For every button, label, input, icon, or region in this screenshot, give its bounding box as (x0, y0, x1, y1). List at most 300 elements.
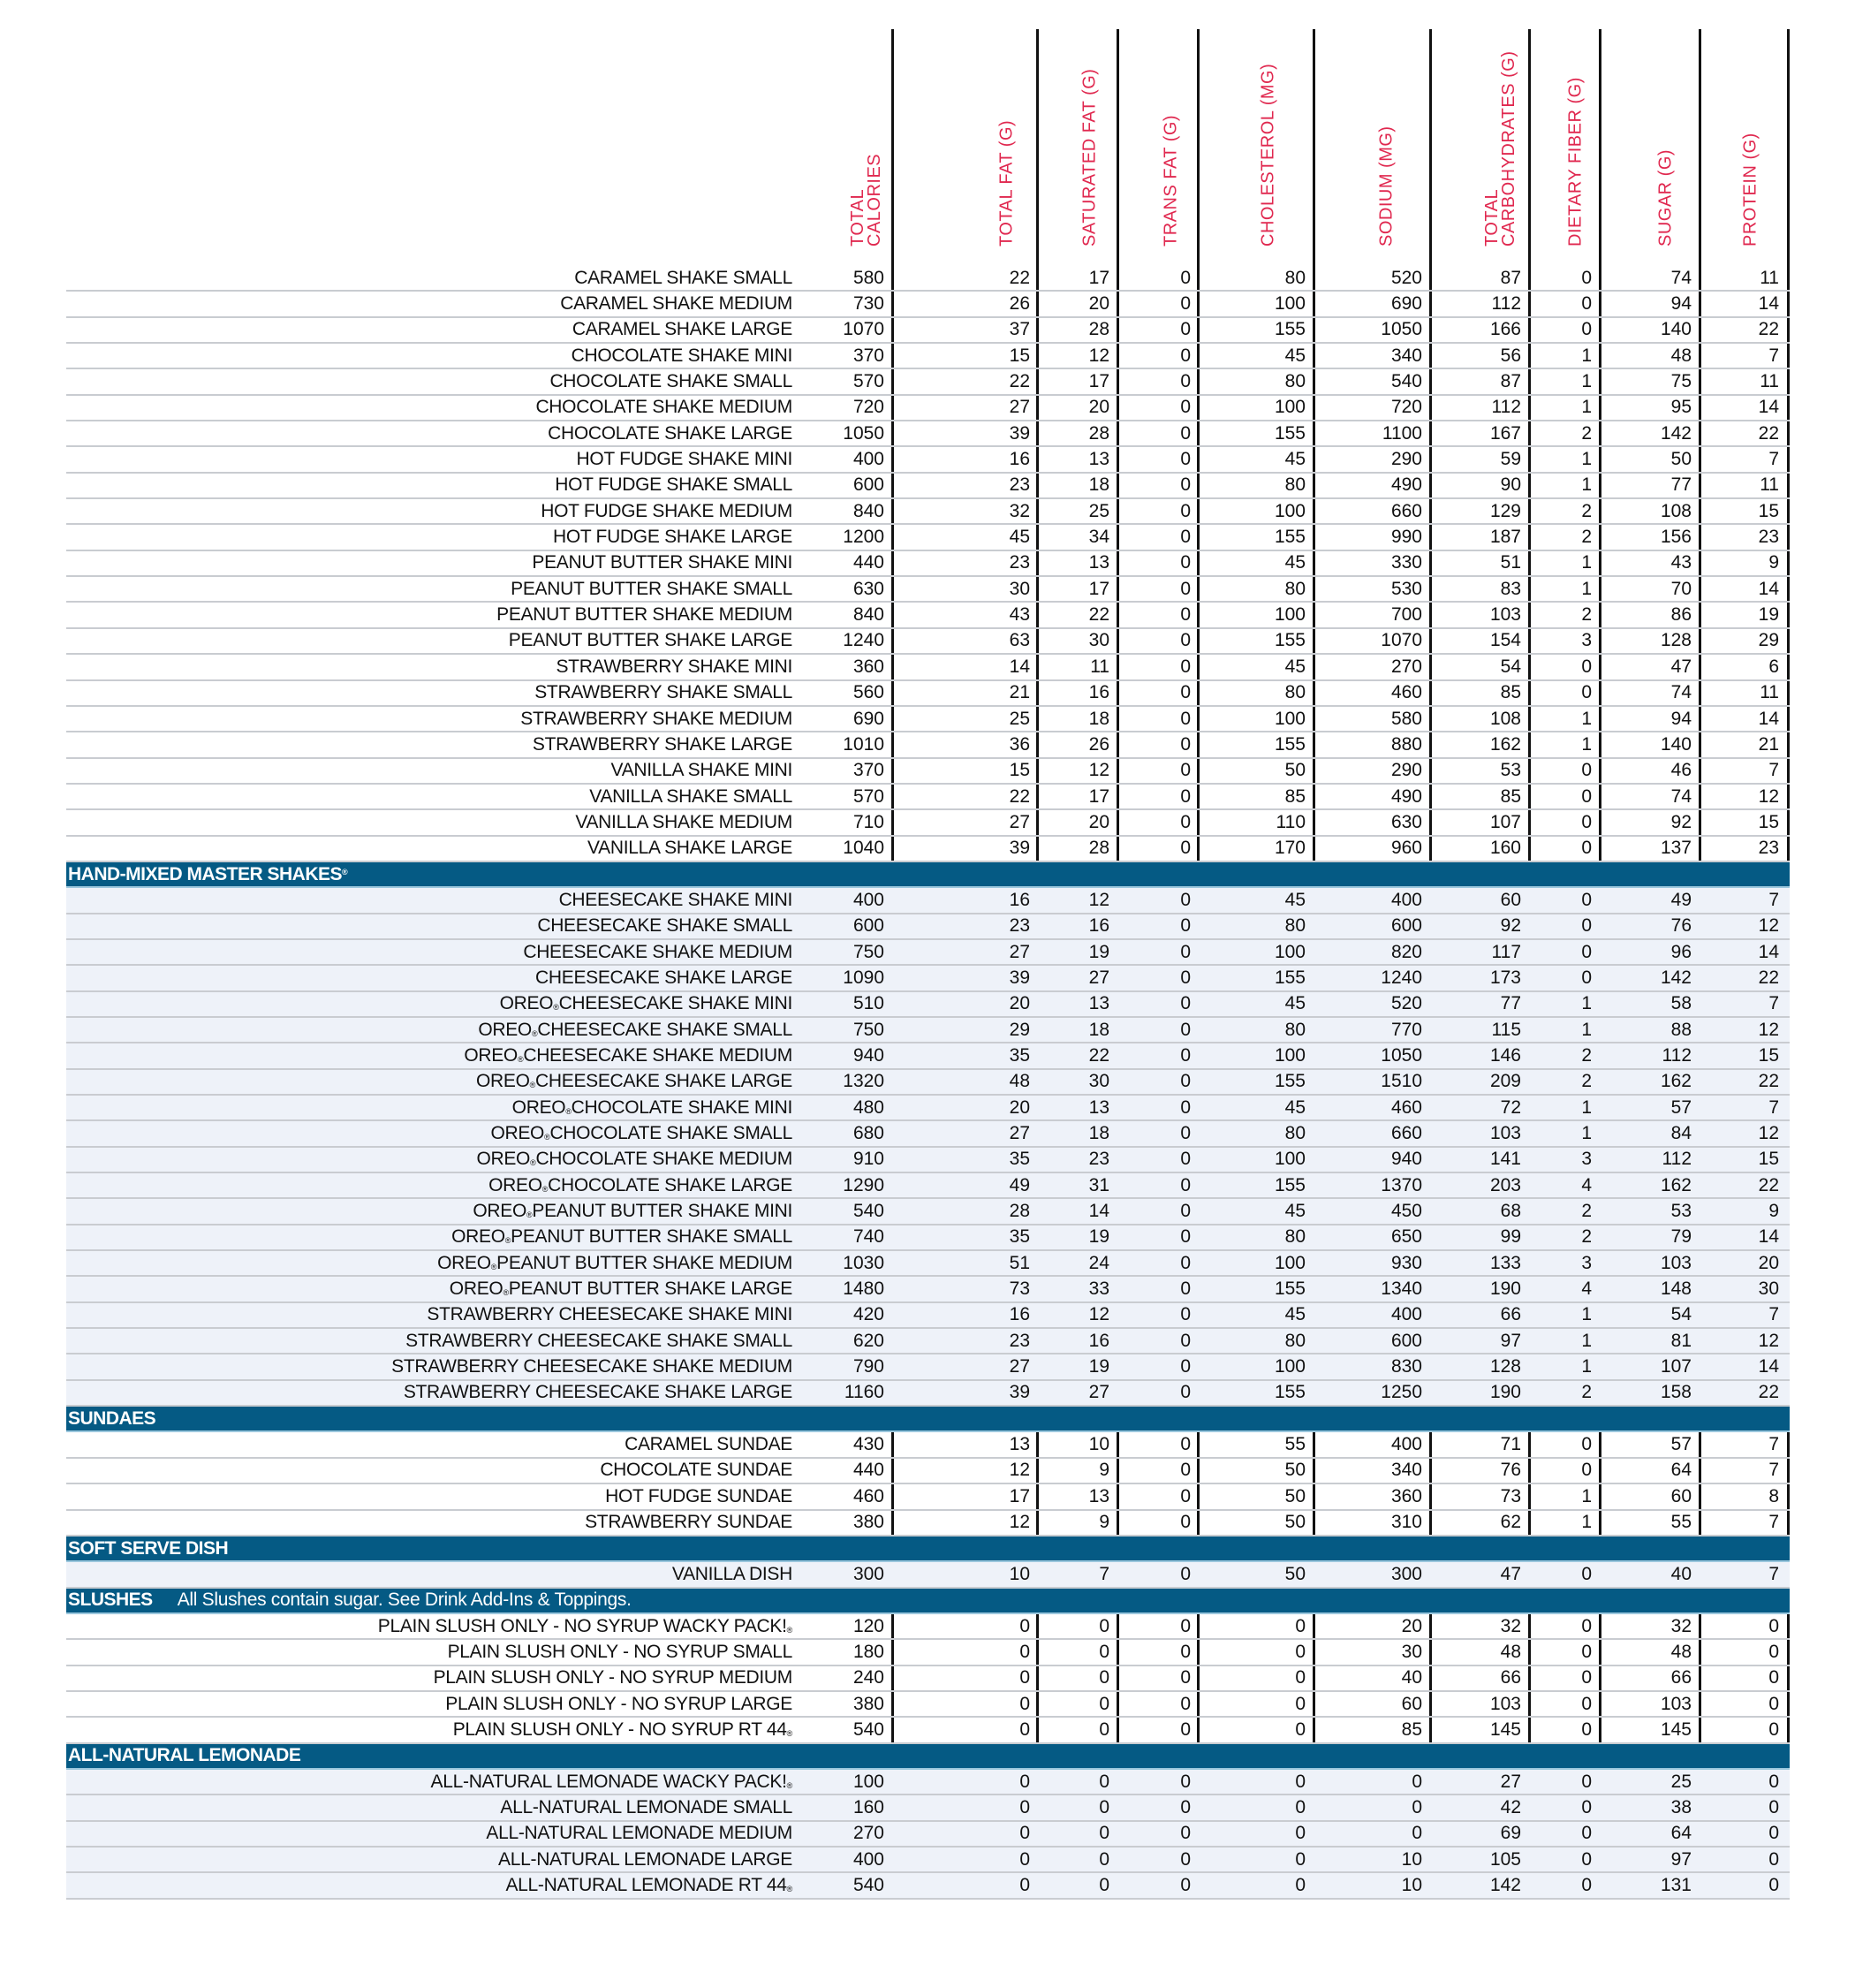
value-total-carbs: 27 (1500, 1771, 1521, 1792)
value-saturated-fat: 28 (1088, 838, 1109, 859)
value-total-carbs: 190 (1489, 1279, 1521, 1300)
value-calories: 540 (852, 1874, 884, 1895)
value-sodium: 580 (1390, 708, 1422, 729)
value-sugar: 60 (1670, 1485, 1692, 1506)
value-calories: 370 (852, 760, 884, 781)
value-saturated-fat: 7 (1099, 1563, 1109, 1584)
value-dietary-fiber: 0 (1581, 1848, 1592, 1870)
value-total-carbs: 105 (1489, 1848, 1521, 1870)
value-total-fat: 35 (1009, 1149, 1030, 1170)
value-trans-fat: 0 (1180, 1123, 1191, 1144)
value-saturated-fat: 31 (1088, 1174, 1109, 1195)
value-total-carbs: 103 (1489, 604, 1521, 626)
value-cholesterol: 100 (1274, 604, 1306, 626)
value-saturated-fat: 13 (1088, 993, 1109, 1014)
column-header-protein (1740, 29, 1760, 266)
value-dietary-fiber: 1 (1581, 1485, 1592, 1506)
value-cholesterol: 80 (1284, 1123, 1306, 1144)
column-header-label (850, 154, 883, 247)
value-cholesterol: 100 (1274, 1252, 1306, 1273)
value-total-carbs: 145 (1489, 1719, 1521, 1740)
value-total-fat: 0 (1019, 1796, 1030, 1817)
item-name: CHOCOLATE SHAKE MEDIUM (535, 397, 792, 418)
value-total-carbs: 103 (1489, 1693, 1521, 1714)
value-trans-fat: 0 (1180, 1279, 1191, 1300)
item-name: STRAWBERRY CHEESECAKE SHAKE MINI (427, 1304, 792, 1325)
value-total-fat: 45 (1009, 527, 1030, 548)
value-total-carbs: 85 (1500, 682, 1521, 703)
value-total-carbs: 32 (1500, 1615, 1521, 1636)
value-sugar: 142 (1660, 422, 1692, 444)
value-cholesterol: 155 (1274, 630, 1306, 651)
value-sugar: 108 (1660, 500, 1692, 521)
item-name: ALL-NATURAL LEMONADE SMALL (500, 1796, 792, 1817)
value-sodium: 300 (1390, 1563, 1422, 1584)
value-total-fat: 0 (1019, 1823, 1030, 1844)
value-dietary-fiber: 2 (1581, 604, 1592, 626)
value-total-carbs: 107 (1489, 811, 1521, 832)
value-saturated-fat: 0 (1099, 1796, 1109, 1817)
value-cholesterol: 80 (1284, 915, 1306, 937)
value-sodium: 770 (1390, 1019, 1422, 1040)
value-dietary-fiber: 2 (1581, 1201, 1592, 1222)
value-total-fat: 12 (1009, 1512, 1030, 1533)
value-dietary-fiber: 1 (1581, 1356, 1592, 1377)
value-protein: 12 (1758, 1123, 1779, 1144)
table-body (66, 266, 1790, 1900)
value-saturated-fat: 18 (1088, 1019, 1109, 1040)
table-row (66, 1148, 1790, 1173)
value-protein: 12 (1758, 1019, 1779, 1040)
table-row (66, 1199, 1790, 1225)
value-protein: 6 (1768, 656, 1779, 677)
value-cholesterol: 45 (1284, 449, 1306, 470)
value-sugar: 32 (1670, 1615, 1692, 1636)
value-sodium: 1070 (1381, 630, 1422, 651)
table-row (66, 655, 1790, 680)
value-sodium: 1370 (1381, 1174, 1422, 1195)
value-cholesterol: 100 (1274, 1356, 1306, 1377)
value-trans-fat: 0 (1180, 811, 1191, 832)
value-sugar: 40 (1670, 1563, 1692, 1584)
value-total-carbs: 69 (1500, 1823, 1521, 1844)
value-total-fat: 26 (1009, 293, 1030, 315)
value-total-fat: 73 (1009, 1279, 1030, 1300)
table-row (66, 266, 1790, 292)
value-calories: 740 (852, 1226, 884, 1248)
value-protein: 22 (1758, 1174, 1779, 1195)
value-dietary-fiber: 1 (1581, 993, 1592, 1014)
value-calories: 1480 (843, 1279, 884, 1300)
value-sugar: 48 (1670, 1641, 1692, 1662)
value-calories: 160 (852, 1796, 884, 1817)
value-protein: 15 (1758, 500, 1779, 521)
value-dietary-fiber: 3 (1581, 1149, 1592, 1170)
value-saturated-fat: 16 (1088, 682, 1109, 703)
value-cholesterol: 50 (1284, 760, 1306, 781)
section-header (66, 1537, 1790, 1562)
table-row (66, 1484, 1790, 1510)
value-trans-fat: 0 (1180, 1563, 1191, 1584)
value-protein: 7 (1768, 1563, 1779, 1584)
value-total-carbs: 99 (1500, 1226, 1521, 1248)
value-total-fat: 23 (1009, 474, 1030, 496)
table-row (66, 1096, 1790, 1121)
item-name: CHOCOLATE SUNDAE (600, 1460, 792, 1481)
value-sugar: 64 (1670, 1460, 1692, 1481)
registered-mark: ® (342, 867, 348, 876)
value-sugar: 88 (1670, 1019, 1692, 1040)
value-protein: 15 (1758, 811, 1779, 832)
value-trans-fat: 0 (1180, 1771, 1191, 1792)
value-sodium: 490 (1390, 785, 1422, 807)
table-row (66, 940, 1790, 966)
column-header-saturated-fat (1079, 29, 1099, 266)
value-dietary-fiber: 1 (1581, 345, 1592, 366)
value-protein: 9 (1768, 552, 1779, 573)
value-trans-fat: 0 (1180, 733, 1191, 755)
value-sugar: 55 (1670, 1512, 1692, 1533)
table-row (66, 732, 1790, 758)
registered-mark: ® (786, 1884, 792, 1893)
value-trans-fat: 0 (1180, 1641, 1191, 1662)
value-dietary-fiber: 0 (1581, 1796, 1592, 1817)
value-saturated-fat: 20 (1088, 397, 1109, 418)
table-row (66, 369, 1790, 395)
item-name: OREO ® PEANUT BUTTER SHAKE LARGE (449, 1279, 792, 1300)
value-protein: 22 (1758, 967, 1779, 988)
section-title (68, 1589, 632, 1612)
value-dietary-fiber: 2 (1581, 422, 1592, 444)
value-sugar: 142 (1660, 967, 1692, 988)
value-sodium: 0 (1412, 1823, 1422, 1844)
value-dietary-fiber: 1 (1581, 552, 1592, 573)
item-name: PEANUT BUTTER SHAKE MEDIUM (496, 604, 792, 626)
header-text-line: CHOLESTEROL (MG) (1258, 63, 1277, 247)
table-row (66, 707, 1790, 732)
value-trans-fat: 0 (1180, 889, 1191, 910)
value-trans-fat: 0 (1180, 1174, 1191, 1195)
value-calories: 300 (852, 1563, 884, 1584)
value-total-carbs: 117 (1491, 941, 1521, 962)
value-trans-fat: 0 (1180, 1434, 1191, 1455)
value-cholesterol: 0 (1295, 1719, 1306, 1740)
value-trans-fat: 0 (1180, 1096, 1191, 1118)
value-protein: 7 (1768, 1096, 1779, 1118)
value-dietary-fiber: 1 (1581, 397, 1592, 418)
value-saturated-fat: 16 (1088, 1330, 1109, 1351)
value-total-fat: 22 (1009, 371, 1030, 392)
value-sodium: 630 (1390, 811, 1422, 832)
value-dietary-fiber: 0 (1581, 267, 1592, 288)
table-row (66, 1354, 1790, 1380)
value-total-fat: 15 (1009, 760, 1030, 781)
value-calories: 750 (852, 941, 884, 962)
value-sugar: 86 (1670, 604, 1692, 626)
value-total-carbs: 42 (1500, 1796, 1521, 1817)
value-sodium: 60 (1401, 1693, 1422, 1714)
value-total-fat: 51 (1009, 1252, 1030, 1273)
value-sodium: 520 (1390, 993, 1422, 1014)
value-total-carbs: 97 (1500, 1330, 1521, 1351)
value-calories: 630 (852, 578, 884, 599)
value-trans-fat: 0 (1180, 474, 1191, 496)
value-trans-fat: 0 (1180, 1719, 1191, 1740)
value-sodium: 600 (1390, 1330, 1422, 1351)
section-header (66, 1744, 1790, 1770)
value-total-fat: 16 (1009, 1304, 1030, 1325)
value-dietary-fiber: 2 (1581, 1382, 1592, 1403)
value-saturated-fat: 30 (1088, 1071, 1109, 1092)
value-dietary-fiber: 0 (1581, 915, 1592, 937)
table-row (66, 499, 1790, 525)
value-total-fat: 39 (1009, 967, 1030, 988)
value-calories: 1320 (843, 1071, 884, 1092)
table-row (66, 1640, 1790, 1666)
value-cholesterol: 0 (1295, 1771, 1306, 1792)
column-header-label (1081, 69, 1098, 247)
value-calories: 540 (852, 1201, 884, 1222)
table-row (66, 1614, 1790, 1640)
value-trans-fat: 0 (1180, 267, 1191, 288)
registered-mark: ® (786, 1780, 792, 1790)
value-sugar: 57 (1670, 1434, 1692, 1455)
column-header-sodium (1376, 29, 1396, 266)
value-calories: 540 (852, 1719, 884, 1740)
section-title-text: HAND-MIXED MASTER SHAKES® (68, 863, 348, 884)
item-name: VANILLA SHAKE MINI (610, 760, 792, 781)
value-trans-fat: 0 (1180, 967, 1191, 988)
value-dietary-fiber: 0 (1581, 1823, 1592, 1844)
value-total-fat: 27 (1009, 811, 1030, 832)
item-name: STRAWBERRY CHEESECAKE SHAKE LARGE (403, 1382, 792, 1403)
value-calories: 570 (852, 371, 884, 392)
value-sugar: 70 (1670, 578, 1692, 599)
value-calories: 100 (852, 1771, 884, 1792)
value-trans-fat: 0 (1180, 1304, 1191, 1325)
value-cholesterol: 45 (1284, 1304, 1306, 1325)
value-dietary-fiber: 2 (1581, 527, 1592, 548)
item-name: VANILLA SHAKE SMALL (589, 785, 792, 807)
value-protein: 11 (1760, 682, 1779, 703)
value-calories: 460 (852, 1485, 884, 1506)
value-saturated-fat: 20 (1088, 811, 1109, 832)
value-protein: 21 (1758, 733, 1779, 755)
value-total-carbs: 87 (1500, 371, 1521, 392)
value-cholesterol: 100 (1274, 1149, 1306, 1170)
value-total-fat: 16 (1009, 889, 1030, 910)
value-dietary-fiber: 1 (1581, 708, 1592, 729)
section-header (66, 1589, 1790, 1614)
item-name: CARAMEL SHAKE SMALL (574, 267, 792, 288)
value-sodium: 1510 (1381, 1071, 1422, 1092)
value-trans-fat: 0 (1180, 1226, 1191, 1248)
value-saturated-fat: 0 (1099, 1848, 1109, 1870)
value-total-fat: 15 (1009, 345, 1030, 366)
value-dietary-fiber: 2 (1581, 500, 1592, 521)
value-calories: 440 (852, 1460, 884, 1481)
item-name: PLAIN SLUSH ONLY - NO SYRUP SMALL (447, 1641, 792, 1662)
value-protein: 7 (1768, 1512, 1779, 1533)
item-name: ALL-NATURAL LEMONADE LARGE (498, 1848, 792, 1870)
value-total-fat: 27 (1009, 1356, 1030, 1377)
value-cholesterol: 45 (1284, 889, 1306, 910)
value-sodium: 650 (1390, 1226, 1422, 1248)
item-name: HOT FUDGE SHAKE MINI (576, 449, 792, 470)
value-cholesterol: 100 (1274, 708, 1306, 729)
value-total-carbs: 92 (1500, 915, 1521, 937)
value-trans-fat: 0 (1180, 1615, 1191, 1636)
value-calories: 1030 (843, 1252, 884, 1273)
value-saturated-fat: 27 (1088, 967, 1109, 988)
value-saturated-fat: 9 (1099, 1512, 1109, 1533)
value-sugar: 128 (1660, 630, 1692, 651)
registered-mark: ® (786, 1625, 792, 1635)
value-protein: 23 (1758, 527, 1779, 548)
value-dietary-fiber: 0 (1581, 1667, 1592, 1688)
value-total-fat: 0 (1019, 1641, 1030, 1662)
value-calories: 1200 (843, 527, 884, 548)
item-name: PLAIN SLUSH ONLY - NO SYRUP RT 44 ® (452, 1719, 792, 1740)
value-total-fat: 32 (1009, 500, 1030, 521)
value-total-fat: 0 (1019, 1615, 1030, 1636)
item-name: OREO ® CHOCOLATE SHAKE MEDIUM (476, 1149, 792, 1170)
value-saturated-fat: 33 (1088, 1279, 1109, 1300)
item-name: PLAIN SLUSH ONLY - NO SYRUP WACKY PACK! ® (377, 1615, 792, 1636)
value-total-fat: 0 (1019, 1771, 1030, 1792)
value-protein: 12 (1758, 1330, 1779, 1351)
value-dietary-fiber: 0 (1581, 760, 1592, 781)
value-sodium: 660 (1390, 1123, 1422, 1144)
value-cholesterol: 155 (1274, 319, 1306, 340)
value-sodium: 340 (1390, 345, 1422, 366)
item-name: CHEESECAKE SHAKE SMALL (537, 915, 792, 937)
value-cholesterol: 0 (1295, 1796, 1306, 1817)
column-header-label (1742, 133, 1759, 247)
value-calories: 370 (852, 345, 884, 366)
value-cholesterol: 45 (1284, 552, 1306, 573)
value-cholesterol: 155 (1274, 422, 1306, 444)
table-row (66, 1329, 1790, 1354)
value-total-carbs: 47 (1500, 1563, 1521, 1584)
value-calories: 570 (852, 785, 884, 807)
item-name: CARAMEL SUNDAE (625, 1434, 792, 1455)
item-name: STRAWBERRY SHAKE SMALL (534, 682, 792, 703)
value-total-fat: 29 (1009, 1019, 1030, 1040)
value-dietary-fiber: 2 (1581, 1044, 1592, 1066)
value-cholesterol: 80 (1284, 1330, 1306, 1351)
value-sugar: 74 (1670, 682, 1692, 703)
item-name: CARAMEL SHAKE MEDIUM (560, 293, 792, 315)
item-name: HOT FUDGE SHAKE SMALL (555, 474, 792, 496)
item-name: OREO ® PEANUT BUTTER SHAKE SMALL (451, 1226, 792, 1248)
value-sugar: 38 (1670, 1796, 1692, 1817)
value-cholesterol: 80 (1284, 578, 1306, 599)
value-saturated-fat: 14 (1088, 1201, 1109, 1222)
value-cholesterol: 45 (1284, 1201, 1306, 1222)
value-calories: 750 (852, 1019, 884, 1040)
item-name: STRAWBERRY SUNDAE (585, 1512, 792, 1533)
value-sugar: 25 (1670, 1771, 1692, 1792)
value-sodium: 490 (1390, 474, 1422, 496)
value-calories: 600 (852, 915, 884, 937)
section-title-text: SOFT SERVE DISH (68, 1537, 229, 1559)
item-name: PEANUT BUTTER SHAKE LARGE (508, 630, 792, 651)
value-trans-fat: 0 (1180, 604, 1191, 626)
value-total-fat: 39 (1009, 422, 1030, 444)
column-header-total-fat (996, 29, 1016, 266)
value-sodium: 10 (1401, 1874, 1422, 1895)
value-trans-fat: 0 (1180, 1485, 1191, 1506)
value-sodium: 460 (1390, 682, 1422, 703)
value-trans-fat: 0 (1180, 449, 1191, 470)
value-total-carbs: 129 (1489, 500, 1521, 521)
section-header (66, 862, 1790, 888)
table-row (66, 1432, 1790, 1458)
value-protein: 14 (1758, 708, 1779, 729)
value-sugar: 47 (1670, 656, 1692, 677)
value-saturated-fat: 12 (1088, 345, 1109, 366)
section-title-text: SUNDAES (68, 1408, 156, 1429)
value-saturated-fat: 26 (1088, 733, 1109, 755)
value-total-fat: 39 (1009, 1382, 1030, 1403)
item-name: PLAIN SLUSH ONLY - NO SYRUP LARGE (445, 1693, 792, 1714)
value-total-fat: 17 (1009, 1485, 1030, 1506)
value-saturated-fat: 27 (1088, 1382, 1109, 1403)
value-saturated-fat: 10 (1088, 1434, 1109, 1455)
value-trans-fat: 0 (1180, 838, 1191, 859)
value-total-fat: 0 (1019, 1667, 1030, 1688)
value-saturated-fat: 19 (1088, 1356, 1109, 1377)
value-calories: 440 (852, 552, 884, 573)
registered-mark: ® (529, 1081, 535, 1090)
value-total-carbs: 103 (1489, 1123, 1521, 1144)
value-calories: 1090 (843, 967, 884, 988)
table-row (66, 1718, 1790, 1743)
value-protein: 7 (1768, 889, 1779, 910)
value-trans-fat: 0 (1180, 1356, 1191, 1377)
value-total-fat: 12 (1009, 1460, 1030, 1481)
value-sodium: 340 (1390, 1460, 1422, 1481)
value-protein: 11 (1760, 267, 1779, 288)
value-total-fat: 35 (1009, 1044, 1030, 1066)
value-sugar: 76 (1670, 915, 1692, 937)
value-sugar: 103 (1660, 1252, 1692, 1273)
value-saturated-fat: 22 (1088, 604, 1109, 626)
value-sodium: 880 (1390, 733, 1422, 755)
value-saturated-fat: 0 (1099, 1771, 1109, 1792)
value-calories: 680 (852, 1123, 884, 1144)
value-sodium: 460 (1390, 1096, 1422, 1118)
value-trans-fat: 0 (1180, 1460, 1191, 1481)
value-dietary-fiber: 1 (1581, 1096, 1592, 1118)
value-trans-fat: 0 (1180, 371, 1191, 392)
value-total-carbs: 85 (1500, 785, 1521, 807)
table-row (66, 1251, 1790, 1277)
value-trans-fat: 0 (1180, 785, 1191, 807)
value-total-fat: 30 (1009, 578, 1030, 599)
value-protein: 7 (1768, 993, 1779, 1014)
table-row (66, 1381, 1790, 1407)
value-protein: 15 (1758, 1044, 1779, 1066)
value-total-carbs: 112 (1491, 293, 1521, 315)
value-sugar: 64 (1670, 1823, 1692, 1844)
value-calories: 1160 (844, 1382, 884, 1403)
value-total-carbs: 154 (1489, 630, 1521, 651)
value-protein: 11 (1760, 474, 1779, 496)
value-cholesterol: 155 (1274, 1279, 1306, 1300)
table-row (66, 681, 1790, 707)
